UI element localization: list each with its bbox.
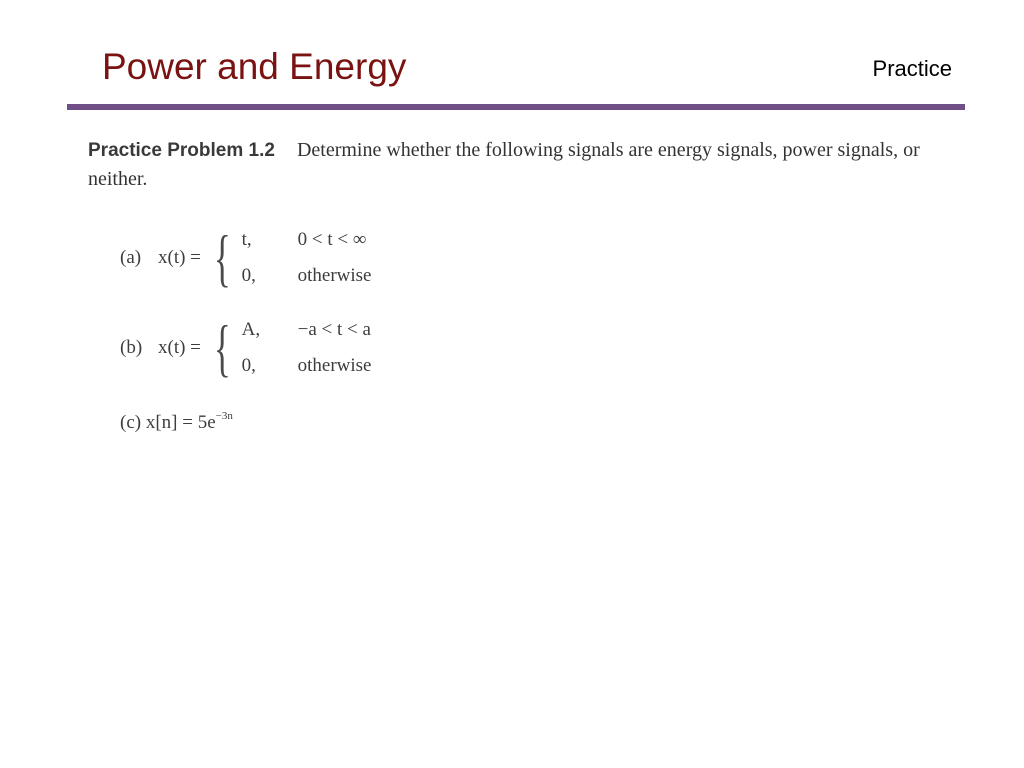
- part-a-case-2-condition: otherwise: [297, 265, 372, 286]
- part-b: [120, 312, 372, 383]
- slide-tag: Practice: [872, 56, 952, 81]
- problem-label: Practice Problem 1.2: [88, 140, 275, 161]
- part-b-case-2-expr: 0,: [241, 355, 256, 376]
- part-c-label: (c): [120, 412, 142, 433]
- practice-problem: [88, 136, 968, 433]
- part-a-lhs: x(t) =: [158, 247, 201, 268]
- part-b-brace: {: [213, 312, 231, 383]
- part-b-lhs: x(t) =: [158, 337, 201, 358]
- part-a-case-1-expr: t,: [241, 229, 252, 250]
- part-c: [120, 410, 233, 434]
- problem-statement: Determine whether the following signals are energy signals, power signals, or neither.: [88, 139, 920, 190]
- part-b-case-1-expr: A,: [241, 319, 261, 340]
- part-c-exponent: −3n: [215, 410, 233, 422]
- part-a-cases: [242, 229, 372, 287]
- part-b-label: (b): [120, 337, 143, 358]
- title-divider: [67, 104, 965, 110]
- problem-intro: [88, 136, 968, 193]
- part-b-case-1-condition: −a < t < a: [297, 319, 371, 340]
- part-c-base: 5e: [197, 412, 216, 433]
- part-a-label: (a): [120, 247, 142, 268]
- part-a-brace: {: [213, 222, 231, 293]
- part-c-lhs: x[n] =: [145, 412, 193, 433]
- part-b-cases: [242, 319, 372, 377]
- part-a: [120, 222, 372, 293]
- part-a-case-1-condition: 0 < t < ∞: [297, 229, 367, 250]
- part-a-case-2-expr: 0,: [241, 265, 256, 286]
- part-b-case-2-condition: otherwise: [297, 355, 372, 376]
- slide-title: Power and Energy: [102, 46, 407, 87]
